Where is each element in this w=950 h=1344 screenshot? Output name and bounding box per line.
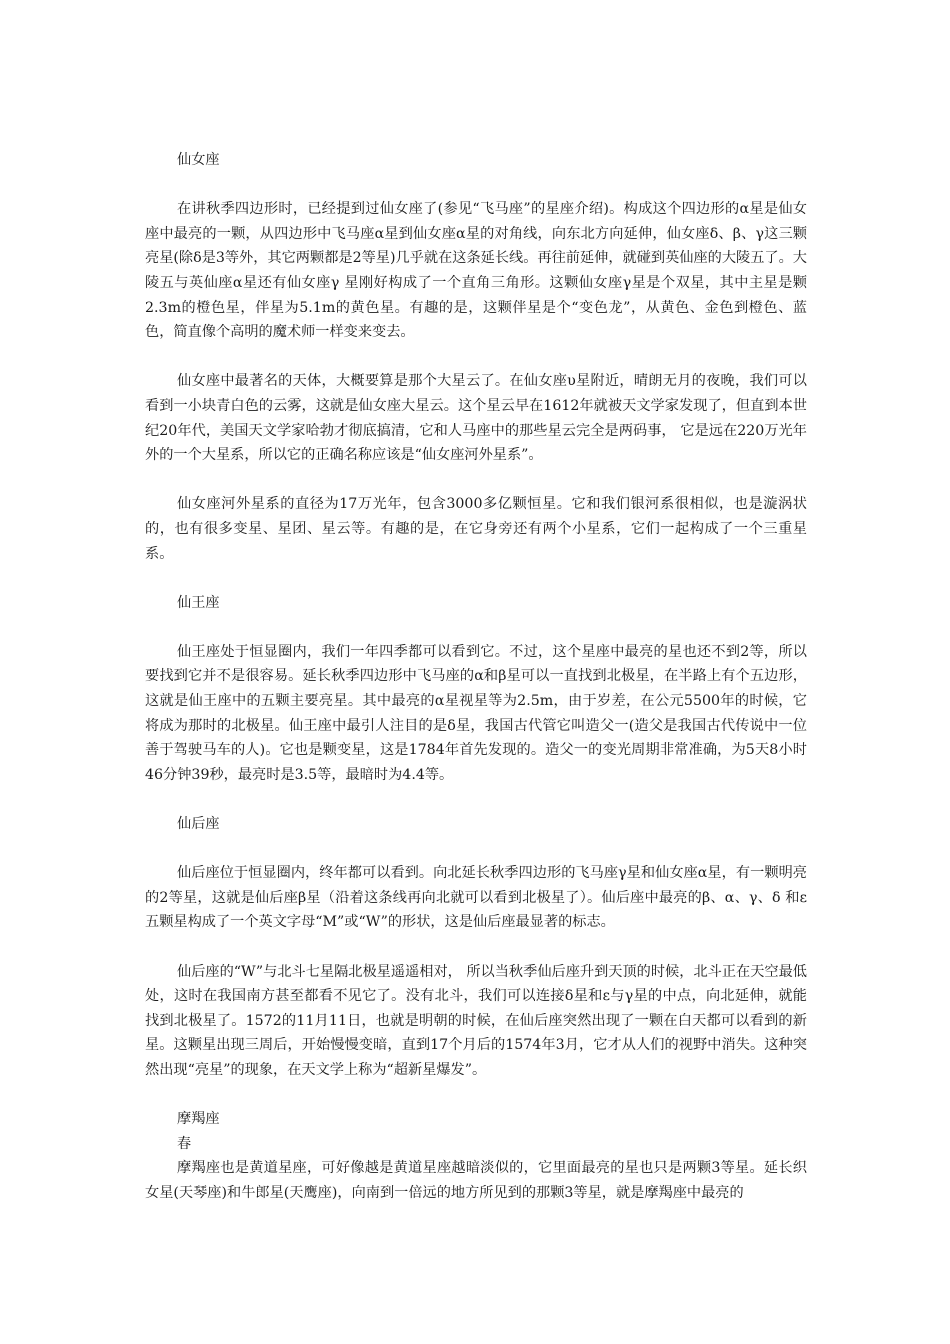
section-title-andromeda: 仙女座 <box>177 152 220 168</box>
section-subtitle-spring: 春 <box>177 1135 192 1152</box>
andromeda-paragraph-3: 仙女座河外星系的直径为17万光年，包含3000多亿颗恒星。它和我们银河系很相似，也是漩涡状的，也有很多变星、星团、星云等。有趣的是，在它身旁还有两个小星系，它们一起构成了一个三重星系。 <box>145 496 807 562</box>
section-title-cepheus: 仙王座 <box>177 594 220 611</box>
document-page <box>145 148 807 1206</box>
cepheus-paragraph-1: 仙王座处于恒显圈内，我们一年四季都可以看到它。不过，这个星座中最亮的星也还不到2等，所以要找到它并不是很容易。延长秋季四边形中飞马座的α和β星可以一直找到北极星，在半路上有个五边形，这就是仙王座中的五颗主要亮星。其中最亮的α星视星等为2.5m，由于岁差，在公元5500年的时候，它将成为那时的北极星。仙王座中最引人注目的是δ星，我国古代管它叫造父一(造父是我国古代传说中一位善于驾驶马车的人)。它也是颗变星，这是1784年首先发现的。造父一的变光周期非常准确，为5天8小时46分钟39秒，最亮时是3.5等，最暗时为4.4等。 <box>145 643 807 783</box>
cassiopeia-paragraph-2: 仙后座的“W”与北斗七星隔北极星遥遥相对， 所以当秋季仙后座升到天顶的时候，北斗正在天空最低处，这时在我国南方甚至都看不见它了。没有北斗，我们可以连接δ星和ε与γ星的中点，向北延伸，就能找到北极星了。1572的11月11日，也就是明朝的时候，在仙后座突然出现了一颗在白天都可以看到的新星。这颗星出现三周后，开始慢慢变暗，直到17个月后的1574年3月，它才从人们的视野中消失。这种突然出现“亮星”的现象，在天文学上称为“超新星爆发”。 <box>145 963 807 1078</box>
andromeda-paragraph-1: 在讲秋季四边形时，已经提到过仙女座了(参见“飞马座”的星座介绍)。构成这个四边形的α星是仙女座中最亮的一颗，从四边形中飞马座α星到仙女座α星的对角线，向东北方向延伸，仙女座δ、β、γ这三颗亮星(除δ是3等外，其它两颗都是2等星)几乎就在这条延长线。再往前延伸，就碰到英仙座的大陵五了。大陵五与英仙座α星还有仙女座γ 星刚好构成了一个直角三角形。这颗仙女座γ星是个双星，其中主星是颗2.3m的橙色星，伴星为5.1m的黄色星。有趣的是，这颗伴星是个“变色龙”，从黄色、金色到橙色、蓝色，简直像个高明的魔术师一样变来变去。 <box>145 201 807 341</box>
capricornus-paragraph-1: 摩羯座也是黄道星座，可好像越是黄道星座越暗淡似的，它里面最亮的星也只是两颗3等星。延长织女星(天琴座)和牛郎星(天鹰座)，向南到一倍远的地方所见到的那颗3等星，就是摩羯座中最亮的 <box>145 1160 807 1201</box>
cassiopeia-paragraph-1: 仙后座位于恒显圈内，终年都可以看到。向北延长秋季四边形的飞马座γ星和仙女座α星，有一颗明亮的2等星，这就是仙后座β星（沿着这条线再向北就可以看到北极星了）。仙后座中最亮的β、α、γ、δ 和ε五颗星构成了一个英文字母“M”或“W”的形状，这是仙后座最显著的标志。 <box>145 865 807 931</box>
section-title-capricornus: 摩羯座 <box>177 1111 220 1128</box>
andromeda-paragraph-2: 仙女座中最著名的天体，大概要算是那个大星云了。在仙女座υ星附近，晴朗无月的夜晚，我们可以看到一小块青白色的云雾，这就是仙女座大星云。这个星云早在1612年就被天文学家发现了，但直到本世纪20年代，美国天文学家哈勃才彻底搞清，它和人马座中的那些星云完全是两码事， 它是远在220万光年外的一个大星系，所以它的正确名称应该是“仙女座河外星系”。 <box>145 373 807 464</box>
section-title-cassiopeia: 仙后座 <box>177 816 220 833</box>
